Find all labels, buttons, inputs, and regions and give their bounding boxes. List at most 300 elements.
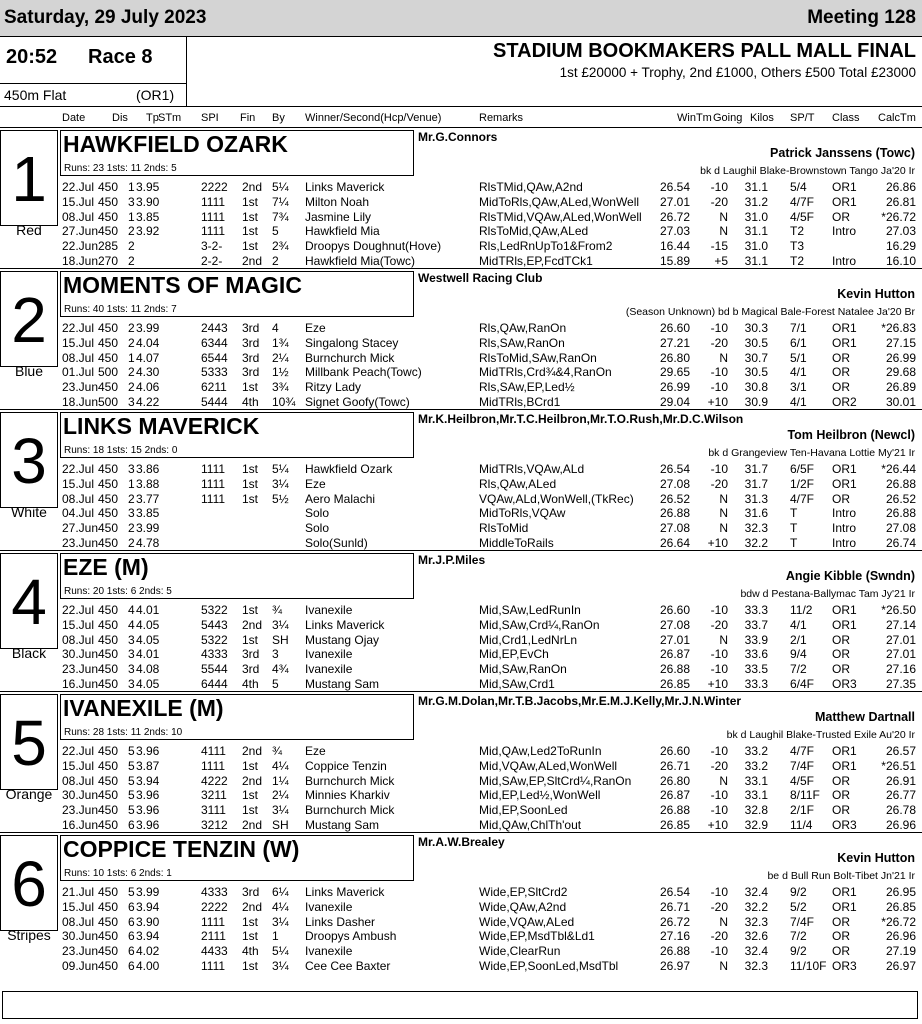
form-cell: 27.08: [885, 521, 916, 536]
form-cell: 450: [98, 647, 119, 662]
form-cell: 26.88: [659, 662, 690, 677]
form-cell: 26.60: [659, 321, 690, 335]
form-cell: 4433: [201, 944, 228, 959]
form-cell: 33.1: [744, 788, 768, 803]
breeding: be d Bull Run Bolt-Tibet Jn'21 Ir: [767, 870, 915, 882]
form-row: [0, 677, 922, 691]
form-cell: 450: [98, 476, 119, 491]
form-cell: 22.Jul: [62, 462, 95, 476]
form-cell: 4/5F: [790, 773, 815, 788]
column-header: Remarks: [479, 112, 524, 124]
form-cell: 26.71: [659, 899, 690, 914]
trainer-name: Tom Heilbron (Newcl): [787, 428, 915, 442]
form-cell: 16.10: [885, 254, 916, 268]
race-distance: 450m Flat: [4, 87, 67, 103]
form-cell: 3.95: [136, 180, 160, 194]
form-cell: 450: [98, 603, 119, 617]
form-row: [0, 321, 922, 335]
trap-colour: Orange: [5, 786, 53, 802]
form-cell: 30.3: [744, 321, 768, 335]
form-cell: 1: [128, 350, 135, 365]
form-cell: OR1: [832, 617, 857, 632]
form-cell: 5: [272, 224, 279, 239]
form-cell: 32.8: [744, 803, 768, 818]
form-cell: 2443: [201, 321, 228, 335]
form-cell: OR1: [832, 758, 857, 773]
form-row: [0, 885, 922, 899]
form-cell: 26.86: [885, 180, 916, 194]
dog-name: HAWKFIELD OZARK: [63, 131, 288, 157]
form-cell: 4333: [201, 885, 228, 899]
form-cell: 2: [128, 521, 135, 536]
form-cell: 450: [98, 773, 119, 788]
form-cell: 33.2: [744, 758, 768, 773]
form-cell: 26.72: [659, 209, 690, 224]
form-cell: 6/4F: [790, 677, 815, 691]
form-cell: 4/1: [790, 395, 807, 409]
form-cell: 4/7F: [790, 491, 815, 506]
form-cell: OR1: [832, 476, 857, 491]
form-cell: Wide,ClearRun: [479, 944, 561, 959]
form-cell: 11/4: [790, 818, 813, 832]
column-header: Class: [832, 112, 860, 124]
form-cell: 23.Jun: [62, 536, 99, 550]
form-row: [0, 944, 922, 958]
trainer-name: Matthew Dartnall: [814, 710, 915, 724]
form-cell: ¾: [272, 603, 283, 617]
form-cell: 5544: [201, 662, 228, 677]
form-cell: Ritzy Lady: [305, 380, 362, 395]
form-cell: 4.05: [136, 617, 160, 632]
form-row: [0, 662, 922, 676]
form-cell: 08.Jul: [62, 773, 95, 788]
form-cell: 6: [128, 929, 135, 944]
form-cell: 1¾: [272, 335, 289, 350]
runner-divider: [0, 409, 922, 410]
form-cell: 22.Jun: [62, 239, 99, 254]
form-cell: +5: [714, 254, 728, 268]
runner-divider: [0, 832, 922, 833]
form-cell: 31.1: [744, 180, 768, 194]
form-cell: 22.Jul: [62, 321, 95, 335]
form-cell: Singalong Stacey: [305, 335, 399, 350]
form-cell: Burnchurch Mick: [305, 350, 395, 365]
form-cell: 3.86: [136, 462, 160, 476]
form-cell: 4th: [242, 944, 259, 959]
form-row: [0, 254, 922, 268]
form-cell: 1¼: [272, 773, 289, 788]
form-cell: 30.Jun: [62, 929, 99, 944]
form-cell: 5/2: [790, 899, 807, 914]
form-cell: 5¼: [272, 462, 289, 476]
form-cell: RlsTMid,VQAw,ALed,WonWell: [479, 209, 642, 224]
trap-colour: Stripes: [7, 927, 51, 943]
form-cell: Rls,LedRnUpTo1&From2: [479, 239, 613, 254]
form-cell: OR1: [832, 335, 857, 350]
form-cell: 2: [128, 536, 135, 550]
form-cell: Burnchurch Mick: [305, 773, 395, 788]
form-cell: 16.Jun: [62, 818, 99, 832]
column-header: CalcTm: [878, 112, 916, 124]
form-cell: -20: [710, 335, 728, 350]
form-row: [0, 380, 922, 394]
form-cell: 2222: [201, 180, 228, 194]
form-cell: 08.Jul: [62, 350, 95, 365]
form-cell: Burnchurch Mick: [305, 803, 395, 818]
breeding: bdw d Pestana-Ballymac Tam Jy'21 Ir: [740, 588, 915, 600]
runner-stats: Runs: 20 1sts: 6 2nds: 5: [64, 586, 172, 597]
form-cell: 26.85: [885, 899, 916, 914]
form-cell: OR3: [832, 959, 857, 973]
form-cell: 27.03: [885, 224, 916, 239]
race-grade: (OR1): [136, 87, 175, 103]
form-cell: 450: [98, 944, 119, 959]
form-cell: 27.08: [659, 521, 690, 536]
form-cell: 4.06: [136, 380, 160, 395]
form-cell: 450: [98, 929, 119, 944]
form-cell: Mid,SAw,EP,SltCrd¼,RanOn: [479, 773, 632, 788]
runner-stats: Runs: 40 1sts: 11 2nds: 7: [64, 304, 177, 315]
form-cell: 4111: [201, 744, 226, 758]
dog-name: MOMENTS OF MAGIC: [63, 272, 302, 298]
form-cell: 29.65: [659, 365, 690, 380]
form-cell: 26.64: [659, 536, 690, 550]
form-cell: 3¼: [272, 914, 289, 929]
form-row: [0, 788, 922, 802]
form-cell: 4.01: [136, 603, 160, 617]
form-cell: 27.01: [659, 632, 690, 647]
form-cell: 3-2-: [201, 239, 223, 254]
form-cell: 6¼: [272, 885, 289, 899]
meeting-number: Meeting 128: [807, 7, 916, 28]
trap-number: 3: [0, 412, 58, 508]
trap-number: 1: [0, 130, 58, 226]
form-cell: 26.54: [659, 885, 690, 899]
form-cell: 2¼: [272, 788, 289, 803]
form-cell: 15.Jul: [62, 758, 95, 773]
form-row: [0, 239, 922, 253]
form-cell: 2nd: [242, 818, 263, 832]
form-cell: 26.88: [659, 803, 690, 818]
form-cell: 3: [128, 632, 135, 647]
form-cell: N: [719, 224, 728, 239]
form-cell: 6: [128, 914, 135, 929]
form-cell: 4.78: [136, 536, 160, 550]
form-cell: 15.Jul: [62, 617, 95, 632]
dog-name: LINKS MAVERICK: [63, 413, 260, 439]
form-cell: N: [719, 914, 728, 929]
form-cell: 450: [98, 818, 119, 832]
form-cell: 26.57: [885, 744, 916, 758]
form-cell: Ivanexile: [305, 944, 353, 959]
form-cell: 4.30: [136, 365, 160, 380]
form-cell: 26.87: [659, 647, 690, 662]
form-cell: 450: [98, 209, 119, 224]
form-cell: N: [719, 350, 728, 365]
form-cell: 27.08: [659, 617, 690, 632]
form-cell: 4222: [201, 773, 228, 788]
form-cell: N: [719, 521, 728, 536]
form-cell: Rls,QAw,ALed: [479, 476, 557, 491]
form-cell: 27.14: [885, 617, 916, 632]
form-cell: Wide,QAw,A2nd: [479, 899, 567, 914]
form-cell: Wide,EP,MsdTbl&Ld1: [479, 929, 595, 944]
form-cell: VQAw,ALd,WonWell,(TkRec): [479, 491, 634, 506]
form-cell: Aero Malachi: [305, 491, 376, 506]
form-cell: 4: [128, 617, 135, 632]
form-cell: 27.08: [659, 476, 690, 491]
form-cell: 3¼: [272, 803, 289, 818]
form-cell: 33.9: [744, 632, 768, 647]
form-cell: 450: [98, 662, 119, 677]
form-cell: 3.96: [136, 788, 160, 803]
form-cell: 3rd: [242, 647, 260, 662]
form-cell: 3.99: [136, 521, 160, 536]
form-cell: 1111: [201, 959, 226, 973]
form-cell: SH: [272, 818, 289, 832]
form-cell: 3.90: [136, 914, 160, 929]
form-cell: 1½: [272, 365, 289, 380]
form-cell: T2: [790, 254, 805, 268]
column-header: WinTm: [677, 112, 712, 124]
form-cell: 3.85: [136, 209, 160, 224]
form-row: [0, 195, 922, 209]
form-cell: 2: [128, 335, 135, 350]
form-cell: Wide,EP,SltCrd2: [479, 885, 568, 899]
form-cell: 26.77: [885, 788, 916, 803]
breeding: (Season Unknown) bd b Magical Bale-Forest Natalee Ja'20 Br: [625, 306, 915, 318]
form-cell: 26.52: [885, 491, 916, 506]
form-cell: 3.99: [136, 885, 160, 899]
form-cell: 5: [128, 885, 135, 899]
form-cell: Links Dasher: [305, 914, 376, 929]
form-cell: Intro: [832, 254, 857, 268]
form-cell: T3: [790, 239, 805, 254]
form-cell: 26.88: [885, 506, 916, 521]
form-cell: *26.72: [881, 914, 916, 929]
form-cell: Hawkfield Mia(Towc): [305, 254, 416, 268]
form-cell: 4.04: [136, 335, 160, 350]
form-cell: 1st: [242, 914, 259, 929]
form-row: [0, 803, 922, 817]
trap-colour: Black: [11, 645, 47, 661]
form-cell: 450: [98, 350, 119, 365]
form-cell: 26.85: [659, 818, 690, 832]
form-cell: -10: [710, 885, 728, 899]
form-cell: 26.54: [659, 462, 690, 476]
form-cell: 32.3: [744, 521, 768, 536]
form-cell: 450: [98, 180, 119, 194]
form-cell: 1st: [242, 224, 259, 239]
form-cell: Mustang Ojay: [305, 632, 380, 647]
form-cell: 3.94: [136, 773, 160, 788]
form-cell: 08.Jul: [62, 491, 95, 506]
form-cell: 1111: [201, 758, 226, 773]
form-cell: OR: [832, 647, 850, 662]
form-row: [0, 536, 922, 550]
form-cell: 1: [272, 929, 279, 944]
form-cell: 2: [128, 254, 135, 268]
form-cell: Intro: [832, 224, 857, 239]
form-cell: Millbank Peach(Towc): [305, 365, 422, 380]
form-cell: 23.Jun: [62, 803, 99, 818]
form-cell: Mid,VQAw,ALed,WonWell: [479, 758, 618, 773]
column-header: Dis: [112, 112, 128, 124]
form-cell: Cee Cee Baxter: [305, 959, 391, 973]
form-cell: 21.Jul: [62, 885, 95, 899]
runner-stats: Runs: 10 1sts: 6 2nds: 1: [64, 868, 172, 879]
form-cell: MidTRls,EP,FcdTCk1: [479, 254, 593, 268]
form-cell: 2: [128, 321, 135, 335]
form-cell: 1111: [201, 194, 226, 209]
form-cell: 32.4: [744, 944, 768, 959]
form-cell: 5/4: [790, 180, 807, 194]
form-cell: 26.96: [885, 818, 916, 832]
form-cell: 450: [98, 744, 119, 758]
form-cell: 4th: [242, 395, 259, 409]
form-cell: 1st: [242, 603, 259, 617]
form-cell: 4.01: [136, 647, 160, 662]
form-cell: 6444: [201, 677, 228, 691]
form-cell: *26.72: [881, 209, 916, 224]
form-cell: RlsTMid,QAw,A2nd: [479, 180, 583, 194]
form-cell: SH: [272, 632, 289, 647]
form-cell: 7/4F: [790, 914, 815, 929]
form-cell: 26.60: [659, 603, 690, 617]
form-cell: Rls,QAw,RanOn: [479, 321, 567, 335]
form-cell: +10: [707, 677, 728, 691]
form-cell: 450: [98, 959, 119, 973]
form-cell: 3: [128, 677, 135, 691]
form-cell: 9/2: [790, 944, 807, 959]
form-cell: 31.6: [744, 506, 768, 521]
form-cell: Intro: [832, 536, 857, 550]
form-cell: 15.Jul: [62, 476, 95, 491]
form-cell: 3.96: [136, 818, 160, 832]
form-cell: Mid,QAw,ChlTh'out: [479, 818, 582, 832]
runner-divider: [0, 550, 922, 551]
form-cell: 31.1: [744, 254, 768, 268]
owner-name: Mr.G.M.Dolan,Mr.T.B.Jacobs,Mr.E.M.J.Kelly,Mr.J.N.Winter: [418, 694, 742, 708]
form-cell: 2-2-: [201, 254, 223, 268]
form-cell: *26.44: [881, 462, 916, 476]
form-cell: 4.08: [136, 662, 160, 677]
form-cell: 450: [98, 491, 119, 506]
column-header: Fin: [240, 112, 256, 124]
runner-divider: [0, 127, 922, 128]
dog-name: COPPICE TENZIN (W): [63, 836, 300, 862]
race-number: Race 8: [88, 46, 153, 68]
form-cell: 1st: [242, 380, 259, 395]
form-cell: 3¼: [272, 476, 289, 491]
form-cell: 32.3: [744, 959, 768, 973]
form-row: [0, 929, 922, 943]
form-cell: 22.Jul: [62, 180, 95, 194]
form-cell: 4¾: [272, 662, 289, 677]
form-cell: N: [719, 506, 728, 521]
form-cell: N: [719, 773, 728, 788]
form-cell: 27.01: [885, 632, 916, 647]
form-cell: Eze: [305, 476, 326, 491]
form-cell: -10: [710, 788, 728, 803]
form-cell: T: [790, 536, 798, 550]
form-cell: 32.4: [744, 885, 768, 899]
form-cell: 4333: [201, 647, 228, 662]
form-cell: +10: [707, 818, 728, 832]
form-cell: 31.2: [744, 194, 768, 209]
form-cell: Mid,SAw,LedRunIn: [479, 603, 581, 617]
form-cell: Droopys Ambush: [305, 929, 397, 944]
form-cell: 3.99: [136, 321, 160, 335]
form-cell: 3rd: [242, 350, 260, 365]
form-cell: 3: [128, 462, 135, 476]
form-cell: Solo: [305, 506, 330, 521]
form-cell: 18.Jun: [62, 254, 99, 268]
form-cell: Mid,Crd1,LedNrLn: [479, 632, 578, 647]
form-cell: 450: [98, 506, 119, 521]
form-row: [0, 506, 922, 520]
footer-box: [2, 991, 918, 1019]
form-cell: 27.35: [885, 677, 916, 691]
form-cell: +10: [707, 395, 728, 409]
form-row: [0, 647, 922, 661]
form-cell: 6/1: [790, 335, 807, 350]
form-cell: OR3: [832, 818, 857, 832]
form-cell: 2nd: [242, 899, 263, 914]
owner-name: Mr.J.P.Miles: [418, 553, 486, 567]
form-cell: Hawkfield Mia: [305, 224, 380, 239]
form-cell: 3.87: [136, 758, 160, 773]
form-cell: 450: [98, 677, 119, 691]
form-cell: 1st: [242, 758, 259, 773]
form-cell: 1st: [242, 209, 259, 224]
form-cell: 1st: [242, 194, 259, 209]
form-cell: 1st: [242, 476, 259, 491]
form-cell: 15.Jul: [62, 194, 95, 209]
form-cell: 5¼: [272, 180, 289, 194]
form-cell: 04.Jul: [62, 506, 95, 521]
form-cell: T: [790, 506, 798, 521]
form-cell: MiddleToRails: [479, 536, 554, 550]
trap-number: 2: [0, 271, 58, 367]
form-cell: 5322: [201, 603, 228, 617]
form-row: [0, 915, 922, 929]
form-cell: 30.Jun: [62, 788, 99, 803]
form-cell: -20: [710, 476, 728, 491]
form-cell: 26.88: [885, 476, 916, 491]
form-cell: Rls,SAw,RanOn: [479, 335, 565, 350]
form-cell: OR: [832, 632, 850, 647]
form-cell: 4/1: [790, 365, 807, 380]
form-cell: OR: [832, 944, 850, 959]
form-cell: 3rd: [242, 885, 260, 899]
form-cell: 01.Jul: [62, 365, 95, 380]
form-cell: +10: [707, 536, 728, 550]
form-cell: 6: [128, 899, 135, 914]
form-cell: Mid,SAw,RanOn: [479, 662, 567, 677]
form-cell: 26.71: [659, 758, 690, 773]
form-cell: 1: [128, 209, 135, 224]
form-cell: 2nd: [242, 744, 263, 758]
form-row: [0, 492, 922, 506]
form-cell: 26.54: [659, 180, 690, 194]
form-cell: Mid,SAw,Crd¼,RanOn: [479, 617, 600, 632]
trainer-name: Kevin Hutton: [837, 287, 915, 301]
form-cell: -10: [710, 744, 728, 758]
column-header: By: [272, 112, 285, 124]
form-cell: ¾: [272, 744, 283, 758]
form-cell: -20: [710, 758, 728, 773]
